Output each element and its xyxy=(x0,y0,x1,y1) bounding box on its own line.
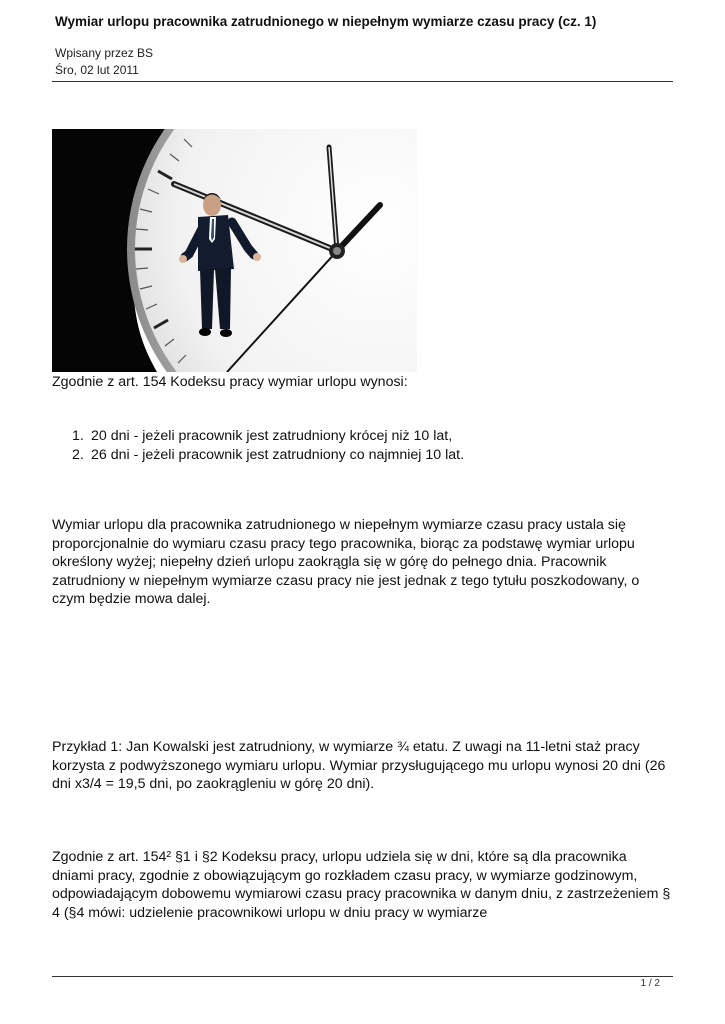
list-item xyxy=(72,427,662,446)
list-item-number: 2. xyxy=(72,446,84,463)
date-line: Śro, 02 lut 2011 xyxy=(55,63,139,77)
footer-divider xyxy=(52,976,673,977)
list-item-text: 20 dni - jeżeli pracownik jest zatrudniony krócej niż 10 lat, xyxy=(91,428,453,444)
paragraph-part-time: Wymiar urlopu dla pracownika zatrudnionego w niepełnym wymiarze czasu pracy ustala się proporcjonalnie do wymiaru czasu pracy tego pracownika, biorąc za podstawę wymiar urlopu określony wyżej; niepełny dzień urlopu zaokrągla się w górę do pełnego dnia. Pracownik zatrudniony w niepełnym wymiarze czasu pracy nie jest jednak z tego tytułu poszkodowany, o czym będzie mowa dalej. xyxy=(52,517,640,608)
leave-entitlement-list xyxy=(72,427,662,464)
list-item-text: 26 dni - jeżeli pracownik jest zatrudniony co najmniej 10 lat. xyxy=(91,446,465,463)
list-item-number: 1. xyxy=(72,428,84,444)
list-item xyxy=(72,446,662,465)
intro-text: Zgodnie z art. 154 Kodeksu pracy wymiar urlopu wynosi: xyxy=(52,374,408,390)
paragraph-article: Zgodnie z art. 154² §1 i §2 Kodeksu pracy, urlopu udziela się w dni, które są dla pracownika dniami pracy, zgodnie z obowiązującym go rozkładem czasu pracy, w wymiarze godzinowym, odpowiadającym dobowemu wymiarowi czasu pracy pracownika w danym dniu, z zastrzeżeniem § 4 (§4 mówi: udzielenie pracownikowi urlopu w dniu pracy w wymiarze xyxy=(52,849,671,921)
page-number: 1 / 2 xyxy=(640,978,660,989)
header-divider xyxy=(52,81,673,82)
author-line: Wpisany przez BS xyxy=(55,46,154,60)
clock-photo xyxy=(52,129,417,372)
page-title: Wymiar urlopu pracownika zatrudnionego w niepełnym wymiarze czasu pracy (cz. 1) xyxy=(55,14,597,29)
paragraph-example: Przykład 1: Jan Kowalski jest zatrudniony, w wymiarze ¾ etatu. Z uwagi na 11-letni staż pracy korzysta z podwyższonego wymiaru urlopu. Wymiar przysługującego mu urlopu wynosi 20 dni (26 dni x3/4 = 19,5 dni, po zaokrągleniu w górę 20 dni). xyxy=(52,739,666,793)
